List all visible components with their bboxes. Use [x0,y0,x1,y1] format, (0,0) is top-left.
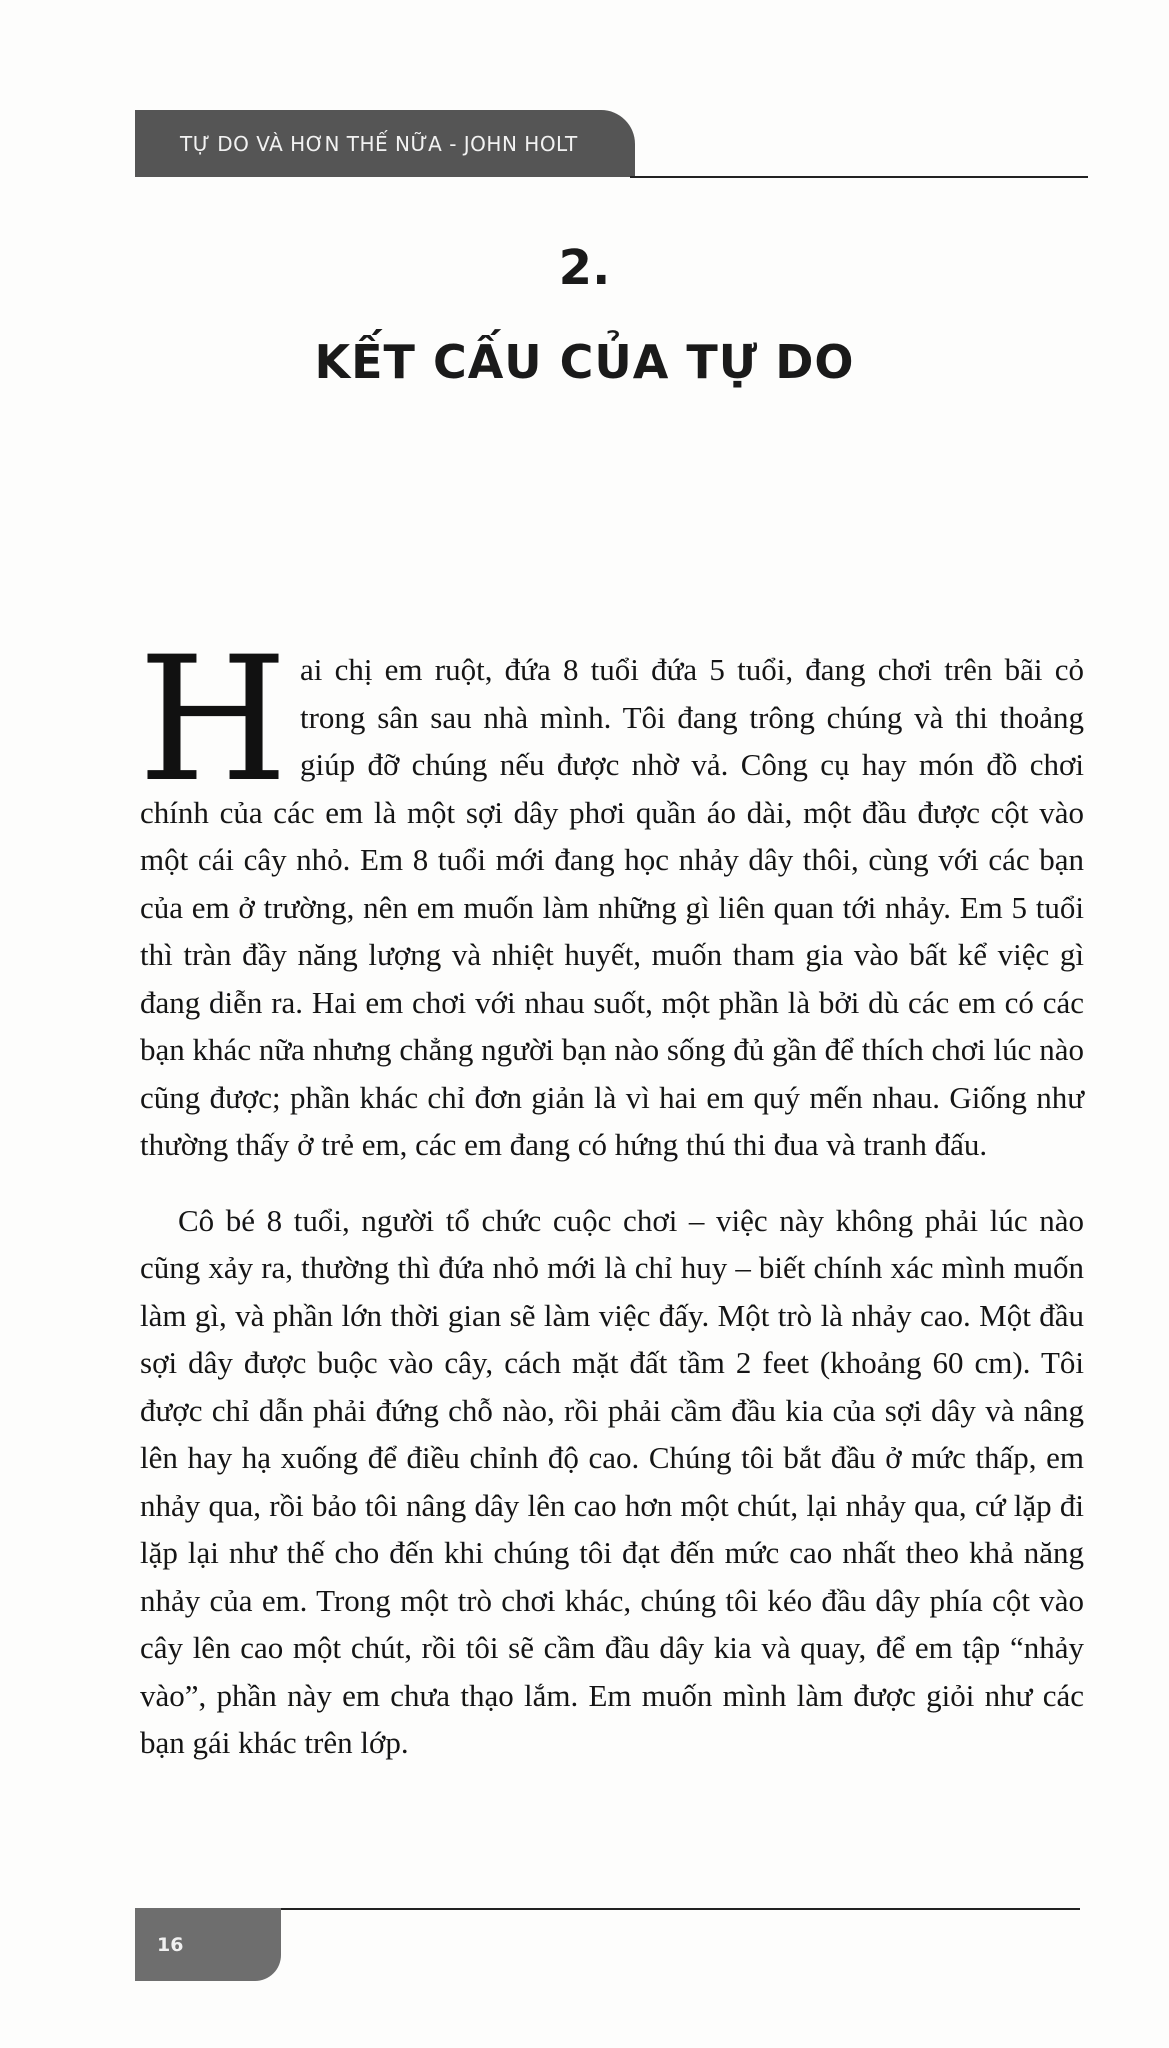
body-text [138,619,1084,1767]
page-number-tab [135,1908,281,1981]
paragraph-1 [138,619,1084,1169]
footer-rule [278,1908,1080,1910]
chapter-title: KẾT CẤU CỦA TỰ DO [314,335,855,389]
page-number: 16 [157,1933,184,1956]
running-header-title: TỰ DO VÀ HƠN THẾ NỮA - JOHN HOLT [180,131,578,156]
running-header-tab [135,110,635,177]
drop-cap: H [138,619,288,820]
paragraph-2: Cô bé 8 tuổi, người tổ chức cuộc chơi – việc này không phải lúc nào cũng xảy ra, thường thì đứa nhỏ mới là chỉ huy – biết chính xác mình muốn làm gì, và phần lớn thời gian sẽ làm việc đấy. Một trò là nhảy cao. Một đầu sợi dây được buộc vào cây, cách mặt đất tầm 2 feet (khoảng 60 cm). Tôi được chỉ dẫn phải đứng chỗ nào, rồi phải cầm đầu kia của sợi dây và nâng lên hay hạ xuống để điều chỉnh độ cao. Chúng tôi bắt đầu ở mức thấp, em nhảy qua, rồi bảo tôi nâng dây lên cao hơn một chút, lại nhảy qua, cứ lặp đi lặp lại như thế cho đến khi chúng tôi đạt đến mức cao nhất theo khả năng nhảy của em. Trong một trò chơi khác, chúng tôi kéo đầu dây phía cột vào cây lên cao một chút, rồi tôi sẽ cầm đầu dây kia và quay, để em tập “nhảy vào”, phần này em chưa thạo lắm. Em muốn mình làm được giỏi như các bạn gái khác trên lớp. [140,1202,1084,1760]
paragraph-1-text: ai chị em ruột, đứa 8 tuổi đứa 5 tuổi, đang chơi trên bãi cỏ trong sân sau nhà mình. Tôi đang trông chúng và thi thoảng giúp đỡ chúng nếu được nhờ vả. Công cụ hay món đồ chơi chính của các em là một sợi dây phơi quần áo dài, một đầu được cột vào một cái cây nhỏ. Em 8 tuổi mới đang học nhảy dây thôi, cùng với các bạn của em ở trường, nên em muốn làm những gì liên quan tới nhảy. Em 5 tuổi thì tràn đầy năng lượng và nhiệt huyết, muốn tham gia vào bất kể việc gì đang diễn ra. Hai em chơi với nhau suốt, một phần là bởi dù các em có các bạn khác nữa nhưng chẳng người bạn nào sống đủ gần để thích chơi lúc nào cũng được; phần khác chỉ đơn giản là vì hai em quý mến nhau. Giống như thường thấy ở trẻ em, các em đang có hứng thú thi đua và tranh đấu. [140,652,1084,1162]
chapter-number: 2. [558,240,611,296]
header-rule [630,176,1088,178]
